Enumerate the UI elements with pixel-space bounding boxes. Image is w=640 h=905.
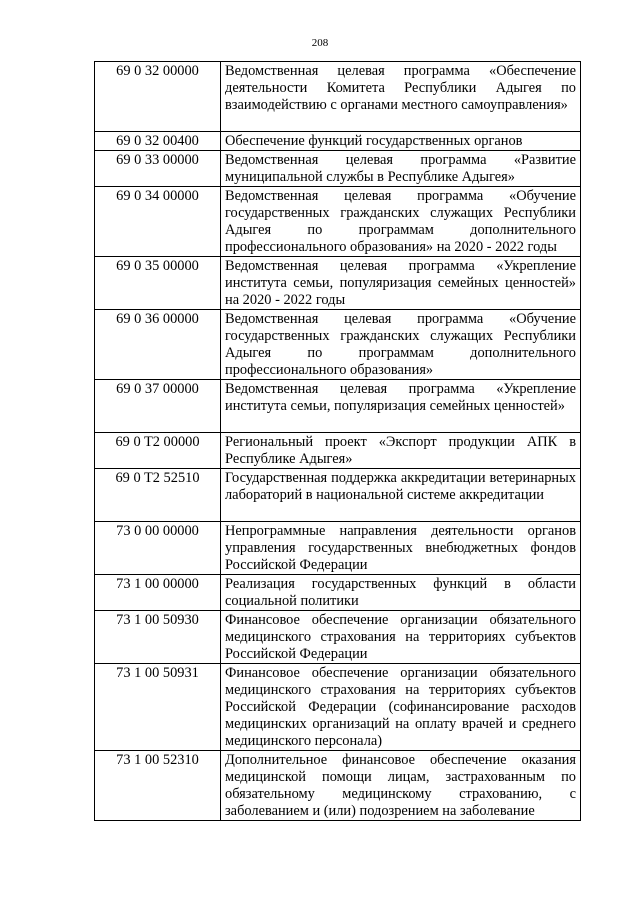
code-cell: 69 0 T2 52510 <box>95 469 221 522</box>
table-row <box>95 257 581 310</box>
table-row <box>95 469 581 522</box>
code-cell: 69 0 37 00000 <box>95 380 221 433</box>
description-cell: Непрограммные направления деятельности органов управления государственных внебюджетных фондов Российской Федерации <box>221 522 581 575</box>
description-cell: Ведомственная целевая программа «Укрепление института семьи, популяризация семейных ценностей» на 2020 - 2022 годы <box>221 257 581 310</box>
code-cell: 69 0 36 00000 <box>95 310 221 380</box>
description-cell: Ведомственная целевая программа «Обучение государственных гражданских служащих Республики Адыгея по программам дополнительного профессионального образования» на 2020 - 2022 годы <box>221 187 581 257</box>
table-row <box>95 611 581 664</box>
description-cell: Финансовое обеспечение организации обязательного медицинского страхования на территориях субъектов Российской Федерации <box>221 611 581 664</box>
page-number: 208 <box>311 37 329 49</box>
code-cell: 69 0 35 00000 <box>95 257 221 310</box>
code-cell: 69 0 T2 00000 <box>95 433 221 469</box>
table-row <box>95 522 581 575</box>
code-cell: 69 0 34 00000 <box>95 187 221 257</box>
code-cell: 73 1 00 00000 <box>95 575 221 611</box>
table-row <box>95 151 581 187</box>
code-cell: 69 0 32 00000 <box>95 62 221 132</box>
code-cell: 69 0 32 00400 <box>95 132 221 151</box>
code-cell: 73 1 00 50930 <box>95 611 221 664</box>
description-cell: Дополнительное финансовое обеспечение оказания медицинской помощи лицам, застрахованным по обязательному медицинскому страхованию, с заболеванием и (или) подозрением на заболевание <box>221 751 581 821</box>
description-cell: Финансовое обеспечение организации обязательного медицинского страхования на территориях субъектов Российской Федерации (софинансирование расходов медицинских организаций на оплату врачей и среднего медицинского персонала) <box>221 664 581 751</box>
table-row <box>95 575 581 611</box>
code-cell: 69 0 33 00000 <box>95 151 221 187</box>
description-cell: Ведомственная целевая программа «Укрепление института семьи, популяризация семейных ценностей» <box>221 380 581 433</box>
table-row <box>95 664 581 751</box>
code-cell: 73 1 00 50931 <box>95 664 221 751</box>
table-row <box>95 187 581 257</box>
table-row <box>95 751 581 821</box>
table-row <box>95 433 581 469</box>
description-cell: Государственная поддержка аккредитации ветеринарных лабораторий в национальной системе аккредитации <box>221 469 581 522</box>
description-cell: Ведомственная целевая программа «Развитие муниципальной службы в Республике Адыгея» <box>221 151 581 187</box>
budget-code-table <box>94 61 581 821</box>
table-row <box>95 380 581 433</box>
description-cell: Ведомственная целевая программа «Обучение государственных гражданских служащих Республики Адыгея по программам дополнительного профессионального образования» <box>221 310 581 380</box>
description-cell: Ведомственная целевая программа «Обеспечение деятельности Комитета Республики Адыгея по взаимодействию с органами местного самоуправления» <box>221 62 581 132</box>
description-cell: Реализация государственных функций в области социальной политики <box>221 575 581 611</box>
table-row <box>95 132 581 151</box>
table-row <box>95 62 581 132</box>
code-cell: 73 1 00 52310 <box>95 751 221 821</box>
code-cell: 73 0 00 00000 <box>95 522 221 575</box>
description-cell: Обеспечение функций государственных органов <box>221 132 581 151</box>
description-cell: Региональный проект «Экспорт продукции АПК в Республике Адыгея» <box>221 433 581 469</box>
table-row <box>95 310 581 380</box>
